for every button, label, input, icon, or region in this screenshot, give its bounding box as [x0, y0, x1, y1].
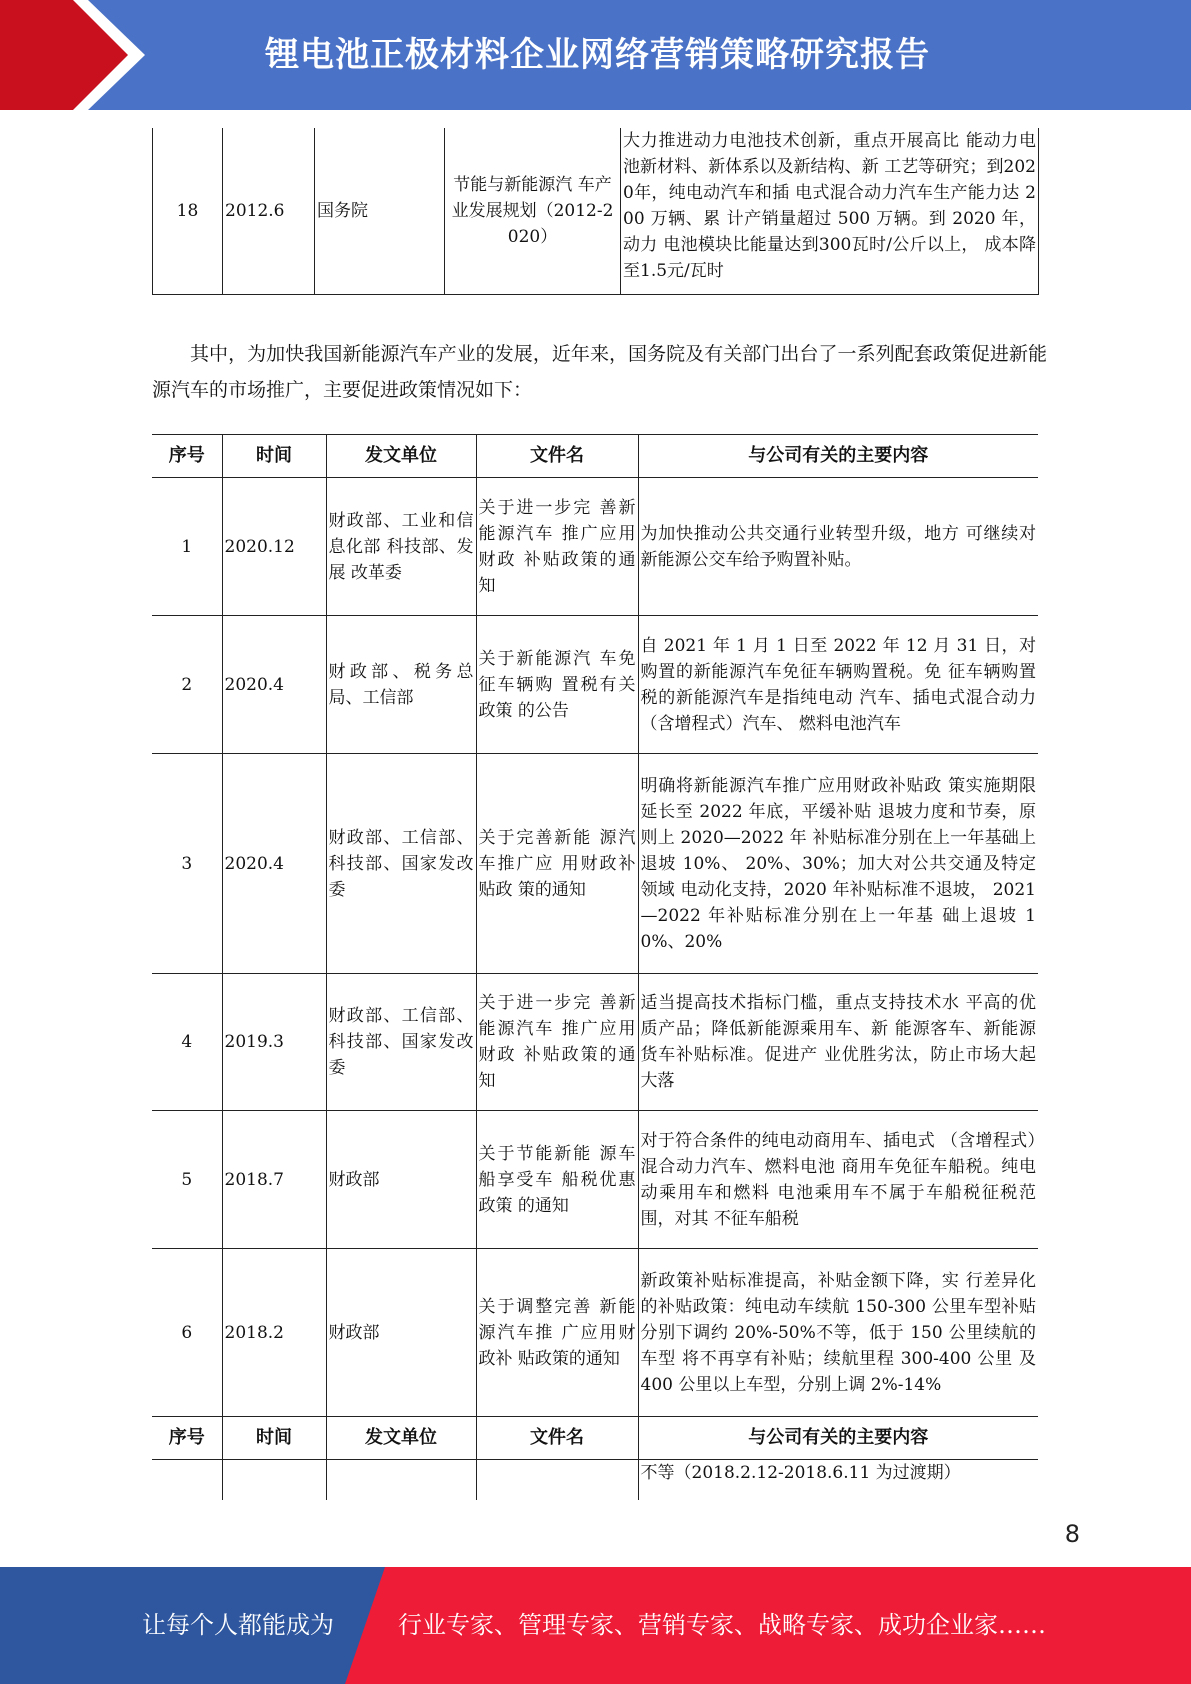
- row-issuer: [326, 1460, 476, 1500]
- header-content: 与公司有关的主要内容: [638, 435, 1038, 478]
- row-issuer: 国务院: [315, 128, 445, 295]
- row-content: 适当提高技术指标门槛，重点支持技术水 平高的优质产品；降低新能源乘用车、新 能源客车、新能源货车补贴标准。促进产 业优胜劣汰，防止市场大起大落: [638, 974, 1038, 1111]
- table-row-continuation: [152, 1460, 1038, 1500]
- row-number: 5: [152, 1111, 222, 1249]
- row-issuer: 财政部、工业和信息化部 科技部、发展 改革委: [326, 478, 476, 616]
- row-document: 关于进一步完 善新能源汽车 推广应用财政 补贴政策的通 知: [476, 974, 638, 1111]
- header-issuer: 发文单位: [326, 1417, 476, 1460]
- table-row: [152, 974, 1038, 1111]
- row-date: 2018.2: [222, 1249, 326, 1417]
- page-header: [0, 0, 1191, 110]
- page-number: 8: [1064, 1520, 1080, 1548]
- table-row: [152, 1111, 1038, 1249]
- table-repeat-header-row: [152, 1417, 1038, 1460]
- header-document: 文件名: [476, 435, 638, 478]
- header-number: 序号: [152, 1417, 222, 1460]
- row-content: 大力推进动力电池技术创新，重点开展高比 能动力电池新材料、新体系以及新结构、新 工艺等研究；到2020年，纯电动汽车和插 电式混合动力汽车生产能力达 200 万辆、累 计产销量超过 500 万辆。到 2020 年，动力 电池模块比能量达到300瓦时/公斤以上， 成本降至1.5元/瓦时: [621, 128, 1039, 295]
- row-document: 关于进一步完 善新能源汽车 推广应用财政 补贴政策的通 知: [476, 478, 638, 616]
- header-document: 文件名: [476, 1417, 638, 1460]
- row-content: 为加快推动公共交通行业转型升级，地方 可继续对新能源公交车给予购置补贴。: [638, 478, 1038, 616]
- row-content: 不等（2018.2.12-2018.6.11 为过渡期）: [638, 1460, 1038, 1500]
- header-date: 时间: [222, 1417, 326, 1460]
- intro-paragraph: 其中，为加快我国新能源汽车产业的发展，近年来，国务院及有关部门出台了一系列配套政策促进新能源汽车的市场推广，主要促进政策情况如下：: [152, 343, 1047, 401]
- page-footer: [0, 1567, 1191, 1684]
- row-issuer: 财政部、税务总局、工信部: [326, 616, 476, 754]
- table-row: [152, 754, 1038, 974]
- row-date: 2020.12: [222, 478, 326, 616]
- row-content: 自 2021 年 1 月 1 日至 2022 年 12 月 31 日，对购置的新能源汽车免征车辆购置税。免 征车辆购置税的新能源汽车是指纯电动 汽车、插电式混合动力（含增程式）汽车、 燃料电池汽车: [638, 616, 1038, 754]
- row-issuer: 财政部、工信部、科技部、国家发改委: [326, 754, 476, 974]
- row-date: 2020.4: [222, 754, 326, 974]
- header-number: 序号: [152, 435, 222, 478]
- row-document: 关于完善新能 源汽车推广应 用财政补贴政 策的通知: [476, 754, 638, 974]
- header-issuer: 发文单位: [326, 435, 476, 478]
- row-date: 2018.7: [222, 1111, 326, 1249]
- row-number: 6: [152, 1249, 222, 1417]
- table-row: [153, 128, 1039, 295]
- row-document: 节能与新能源汽 车产业发展规划（2012-2020）: [445, 128, 621, 295]
- row-issuer: 财政部、工信部、科技部、国家发改委: [326, 974, 476, 1111]
- row-date: [222, 1460, 326, 1500]
- row-issuer: 财政部: [326, 1249, 476, 1417]
- policy-table-continued: [152, 128, 1039, 295]
- row-date: 2012.6: [223, 128, 315, 295]
- table-row: [152, 1249, 1038, 1417]
- table-row: [152, 616, 1038, 754]
- footer-slogan-right: 行业专家、管理专家、营销专家、战略专家、成功企业家……: [398, 1611, 1046, 1639]
- footer-slogan-left: 让每个人都能成为: [142, 1611, 334, 1639]
- row-content: 对于符合条件的纯电动商用车、插电式 （含增程式）混合动力汽车、燃料电池 商用车免征车船税。纯电动乘用车和燃料 电池乘用车不属于车船税征税范围，对其 不征车船税: [638, 1111, 1038, 1249]
- policy-table: [152, 434, 1038, 1500]
- row-number: 1: [152, 478, 222, 616]
- header-content: 与公司有关的主要内容: [638, 1417, 1038, 1460]
- header-arrow-decoration: [0, 0, 150, 110]
- report-title: 锂电池正极材料企业网络营销策略研究报告: [265, 35, 930, 75]
- row-date: 2019.3: [222, 974, 326, 1111]
- header-date: 时间: [222, 435, 326, 478]
- row-number: 2: [152, 616, 222, 754]
- row-number: [152, 1460, 222, 1500]
- row-date: 2020.4: [222, 616, 326, 754]
- row-document: 关于调整完善 新能源汽车推 广应用财政补 贴政策的通知: [476, 1249, 638, 1417]
- row-document: 关于节能新能 源车船享受车 船税优惠政策 的通知: [476, 1111, 638, 1249]
- row-document: 关于新能源汽 车免征车辆购 置税有关政策 的公告: [476, 616, 638, 754]
- row-number: 4: [152, 974, 222, 1111]
- row-document: [476, 1460, 638, 1500]
- table-header-row: [152, 435, 1038, 478]
- row-number: 18: [153, 128, 223, 295]
- table-row: [152, 478, 1038, 616]
- row-content: 新政策补贴标准提高，补贴金额下降，实 行差异化的补贴政策：纯电动车续航 150-300 公里车型补贴分别下调约 20%-50%不等，低于 150 公里续航的车型 将不再享有补贴；续航里程 300-400 公里 及 400 公里以上车型，分别上调 2%-14%: [638, 1249, 1038, 1417]
- row-number: 3: [152, 754, 222, 974]
- row-content: 明确将新能源汽车推广应用财政补贴政 策实施期限延长至 2022 年底，平缓补贴 退坡力度和节奏，原则上 2020—2022 年 补贴标准分别在上一年基础上退坡 10%、 20%、30%；加大对公共交通及特定领域 电动化支持，2020 年补贴标准不退坡， 2021—2022 年补贴标准分别在上一年基 础上退坡 10%、20%: [638, 754, 1038, 974]
- row-issuer: 财政部: [326, 1111, 476, 1249]
